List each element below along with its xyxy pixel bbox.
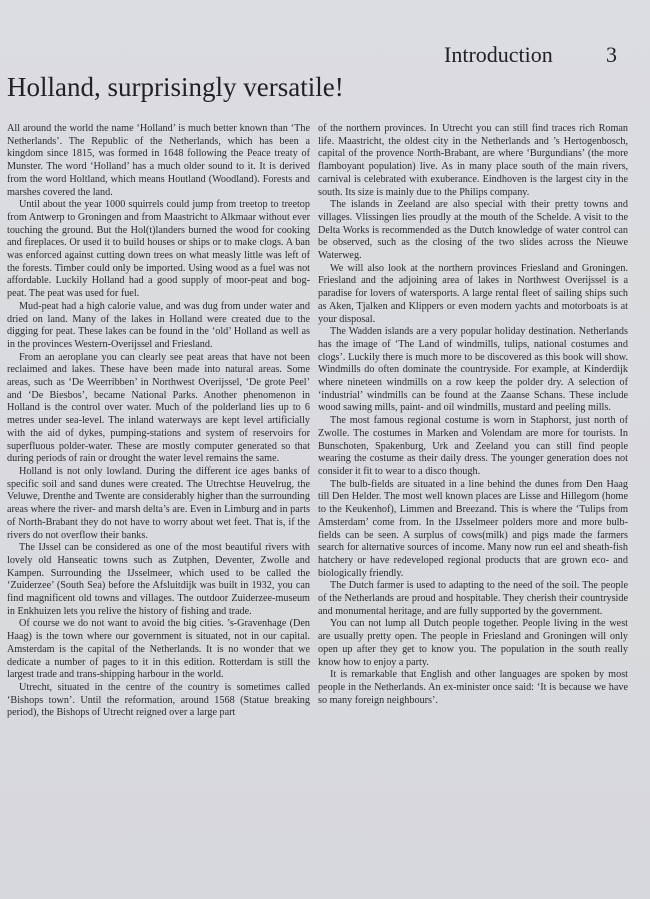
paragraph: The most famous regional costume is worn in Staphorst, just north of Zwolle. The costumes in Marken and Volendam are more for tourists. In Bunschoten, Spakenburg, Urk and Zeeland you can still find people wearing the costume as their daily dress. The younger generation does not consider it fit to wear to a disco though. (318, 415, 628, 477)
paragraph: Until about the year 1000 squirrels could jump from treetop to treetop from Antwerp to Groningen and from Maastricht to Alkmaar without ever touching the ground. But the Hol(t)landers burned the wood for cooking and fireplaces. Or used it to build houses or ships or to make clogs. A ban was enforced against cutting down trees on what measly little was left of the forests. Timber could only be imported. Using wood as a fuel was not affordable. Luckily Holland had a good supply of moor-peat and bog-peat. The peat was used for fuel. (7, 199, 310, 300)
right-column (318, 123, 628, 707)
paragraph: Holland is not only lowland. During the different ice ages banks of specific soil and sand dunes were created. The Utrechtse Heuvelrug, the Veluwe, Drenthe and Twente are considerably higher than the surrounding areas where the river- and marsh delta’s are. Even in Limburg and in parts of North-Brabant they do not have to worry about wet feet. That is, if the rivers do not overflow their banks. (7, 465, 310, 541)
paragraph: It is remarkable that English and other languages are spoken by most people in the Netherlands. An ex-minister once said: ‘It is because we have so many foreign neighbours’. (318, 669, 628, 706)
paragraph: From an aeroplane you can clearly see peat areas that have not been reclaimed and lakes. These have been made into natural areas. Some areas, such as ‘De Weerribben’ in Northwest Overijssel, ‘De grote Peel’ and ‘De Biesbos’, became National Parks. Another phenomenon in Holland is the control over water. Much of the polderland lies up to 6 metres under sea-level. The inland waterways are kept level artificially with the aid of dykes, pumping-stations and system of reservoirs for superfluous polder-water. These are mostly computer generated so that during periods of rain or drought the water level remains the same. (7, 351, 310, 465)
section-header: Introduction (444, 42, 553, 67)
paragraph: All around the world the name ‘Holland’ is much better known than ‘The Netherlands’. The Republic of the Netherlands, which has been a kingdom since 1815, was formed in 1648 following the Peace treaty of Munster. The word ‘Holland’ has a much older sound to it. It is derived from the word Holtland, which means Houtland (Woodland). Forests and marshes covered the land. (7, 123, 310, 198)
page-number: 3 (606, 42, 617, 67)
paragraph: The Dutch farmer is used to adapting to the need of the soil. The people of the Netherlands are proud and hospitable. They cherish their countryside and monumental heritage, and are fully supported by the government. (318, 580, 628, 617)
paragraph: The Wadden islands are a very popular holiday destination. Netherlands has the image of ‘The Land of windmills, tulips, national costumes and clogs’. Luckily there is much more to be discovered as this book will show. Windmills do often dominate the countryside. For example, at Kinderdijk where nineteen windmills on a row keep the polder dry. A selection of ‘industrial’ windmills can be found at the Zaanse Schans. These include wood sawing mills, paint- and oil windmills, mustard and peeling mills. (318, 326, 628, 414)
paragraph: of the northern provinces. In Utrecht you can still find traces rich Roman life. Maastricht, the oldest city in the Netherlands and ’s Hertogenbosch, capital of the provence North-Brabant, are where ‘Burgundians’ (the more flamboyant population) live. As in many place south of the main rivers, carnival is celebrated with exuberance. Eindhoven is the largest city in the south. Its size is mainly due to the Philips company. (318, 123, 628, 198)
paragraph: Utrecht, situated in the centre of the country is sometimes called ‘Bishops town’. Until the reformation, around 1568 (Statue breaking period), the Bishops of Utrecht reigned over a large part (7, 681, 310, 719)
paragraph: We will also look at the northern provinces Friesland and Groningen. Friesland and the adjoining area of lakes in Northwest Overijssel is a paradise for lovers of watersports. A large rental fleet of sailing ships such as Aken, Tjalken and Klippers or even modern yachts and motorboats is at your disposal. (318, 262, 628, 325)
paragraph: The islands in Zeeland are also special with their pretty towns and villages. Vlissingen lies proudly at the mouth of the Schelde. A visit to the Delta Works is recommended as the Dutch knowledge of water control can be observed, such as the closing of the two slides across the Nieuwe Waterweg. (318, 199, 628, 262)
paragraph: Of course we do not want to avoid the big cities. ’s-Gravenhage (Den Haag) is the town where our government is situated, not in our capital. Amsterdam is the capital of the Netherlands. It is no wonder that we dedicate a number of pages to it in this edition. Rotterdam is still the largest trade and trans-shipping harbour in the world. (7, 618, 310, 681)
page-title: Holland, surprisingly versatile! (7, 72, 344, 102)
paragraph: Mud-peat had a high calorie value, and was dug from under water and dried on land. Many of the lakes in Holland were created due to the digging for peat. These lakes can be found in the ‘old’ Holland as well as in the provinces Western-Overijssel and Friesland. (7, 300, 310, 350)
left-column (7, 123, 310, 720)
paragraph: The bulb-fields are situated in a line behind the dunes from Den Haag till Den Helder. The most well known places are Lisse and Hillegom (home to the Keukenhof), Limmen and Breezand. This is where the ‘Tulips from Amsterdam’ come from. In the IJsselmeer polders more and more bulb-fields can be seen. A surplus of cows(milk) and pigs made the farmers search for alternative sources of income. Many now run eel and sheath-fish hatchery or have redeveloped regional products that are grown eco- and biologically friendly. (318, 478, 628, 579)
paragraph: You can not lump all Dutch people together. People living in the west are usually pretty open. The people in Friesland and Groningen will only open up after they get to know you. The population in the south really know how to enjoy a party. (318, 618, 628, 668)
paragraph: The IJssel can be considered as one of the most beautiful rivers with lovely old Hanseatic towns such as Zutphen, Deventer, Zwolle and Kampen. Surrounding the IJsselmeer, which used to be called the ‘Zuiderzee’ (South Sea) before the Afsluitdijk was built in 1932, you can find magnificent old towns and villages. The outdoor Zuiderzee-museum in Enkhuizen lets you relive the history of fishing and trade. (7, 542, 310, 617)
